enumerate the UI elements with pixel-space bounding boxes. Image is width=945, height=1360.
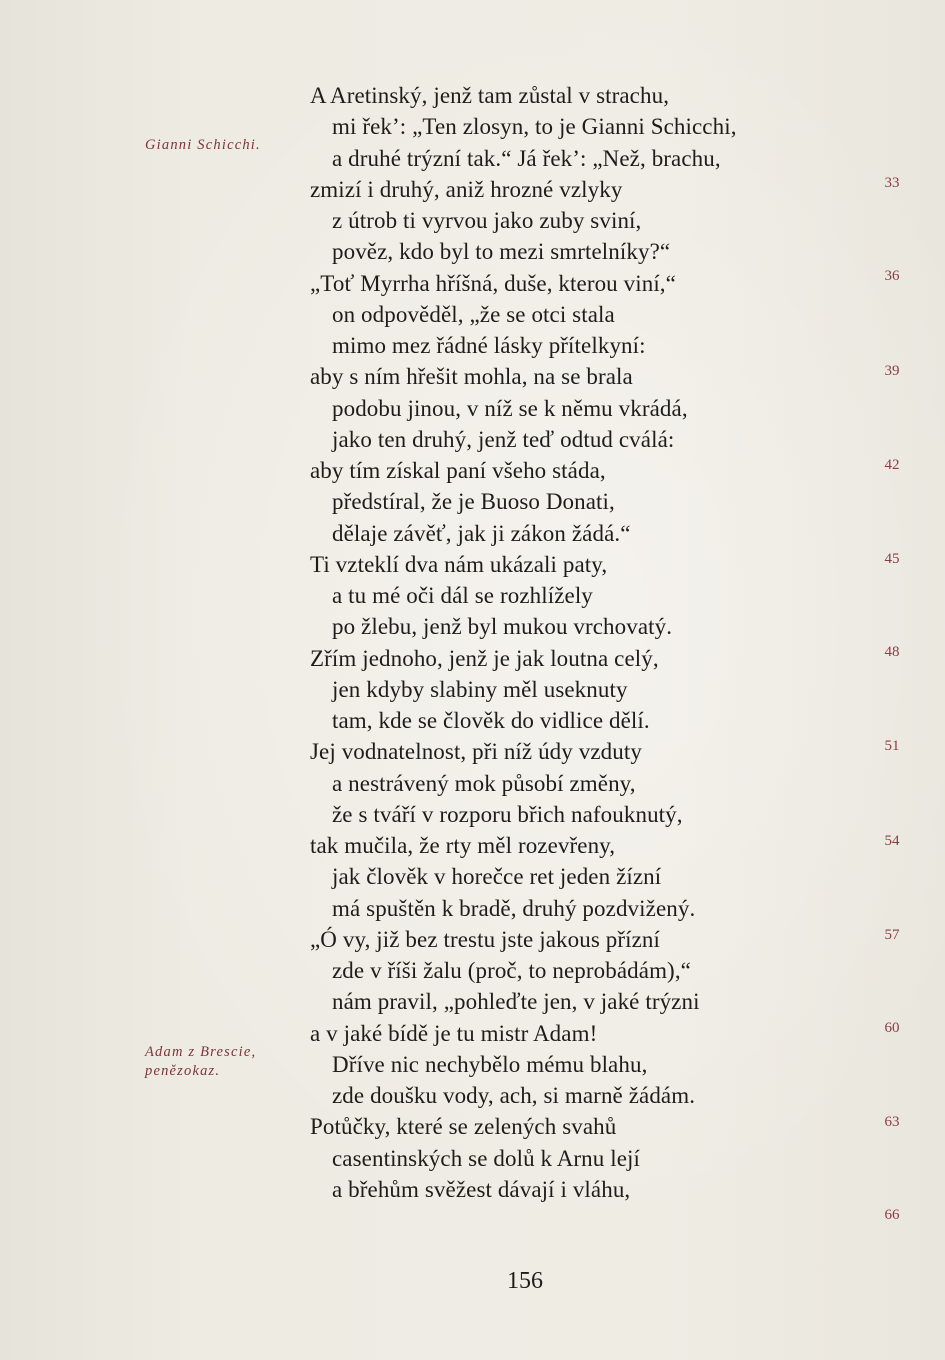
verse-line: Ti vzteklí dva nám ukázali paty, bbox=[310, 552, 608, 577]
line-number: 57 bbox=[884, 927, 900, 943]
verse-line: on odpověděl, „že se otci stala bbox=[332, 302, 615, 327]
verse-line: aby tím získal paní všeho stáda, bbox=[310, 458, 606, 483]
verse-line: mi řek’: „Ten zlosyn, to je Gianni Schicchi, bbox=[332, 114, 737, 139]
margin-note-adam-z-brescie: Adam z Brescie, bbox=[145, 1044, 257, 1060]
line-number: 42 bbox=[884, 457, 900, 473]
verse-line: zde v říši žalu (proč, to neprobádám),“ bbox=[332, 958, 691, 983]
verse-line: pověz, kdo byl to mezi smrtelníky?“ bbox=[332, 239, 671, 264]
verse-line: casentinských se dolů k Arnu lejí bbox=[332, 1146, 640, 1171]
line-number: 63 bbox=[884, 1114, 900, 1130]
verse-line: tam, kde se člověk do vidlice dělí. bbox=[332, 708, 650, 733]
verse-line: a druhé trýzní tak.“ Já řek’: „Než, brachu, bbox=[332, 146, 721, 171]
margin-note-penezokaz: penězokaz. bbox=[145, 1063, 221, 1079]
line-number: 39 bbox=[884, 363, 900, 379]
verse-line: mimo mez řádné lásky přítelkyní: bbox=[332, 333, 646, 358]
line-number: 48 bbox=[884, 644, 900, 660]
page-number: 156 bbox=[507, 1268, 543, 1294]
line-number: 33 bbox=[884, 175, 900, 191]
margin-note-gianni-schicchi: Gianni Schicchi. bbox=[145, 137, 261, 153]
verse-line: Dříve nic nechybělo mému blahu, bbox=[332, 1052, 648, 1077]
verse-line: a břehům svěžest dávají i vláhu, bbox=[332, 1177, 631, 1202]
verse-line: „Ó vy, již bez trestu jste jakous přízní bbox=[310, 927, 660, 952]
verse-line: „Toť Myrrha hříšná, duše, kterou viní,“ bbox=[310, 271, 676, 296]
verse-line: že s tváří v rozporu břich nafouknutý, bbox=[332, 802, 683, 827]
verse-line: Zřím jednoho, jenž je jak loutna celý, bbox=[310, 646, 659, 671]
verse-line: jak člověk v horečce ret jeden žízní bbox=[332, 864, 662, 889]
verse-line: nám pravil, „pohleďte jen, v jaké trýzni bbox=[332, 989, 700, 1014]
verse-line: má spuštěn k bradě, druhý pozdvižený. bbox=[332, 896, 696, 921]
verse-line: podobu jinou, v níž se k němu vkrádá, bbox=[332, 396, 688, 421]
line-number: 45 bbox=[884, 551, 900, 567]
verse-line: zde doušku vody, ach, si marně žádám. bbox=[332, 1083, 696, 1108]
verse-line: a nestrávený mok působí změny, bbox=[332, 771, 636, 796]
verse-line: a tu mé oči dál se rozhlížely bbox=[332, 583, 593, 608]
line-number: 54 bbox=[884, 833, 900, 849]
verse-line: Jej vodnatelnost, při níž údy vzduty bbox=[310, 739, 642, 764]
line-number: 66 bbox=[884, 1207, 900, 1223]
verse-line: aby s ním hřešit mohla, na se brala bbox=[310, 364, 633, 389]
verse-line: zmizí i druhý, aniž hrozné vzlyky bbox=[310, 177, 623, 202]
line-number: 60 bbox=[884, 1020, 900, 1036]
line-number: 51 bbox=[884, 738, 900, 754]
verse-line: z útrob ti vyrvou jako zuby sviní, bbox=[332, 208, 642, 233]
verse-line: Potůčky, které se zelených svahů bbox=[310, 1114, 617, 1139]
verse-line: jen kdyby slabiny měl useknuty bbox=[332, 677, 628, 702]
verse-line: dělaje závěť, jak ji zákon žádá.“ bbox=[332, 521, 631, 546]
verse-line: předstíral, že je Buoso Donati, bbox=[332, 489, 615, 514]
verse-line: a v jaké bídě je tu mistr Adam! bbox=[310, 1021, 598, 1046]
verse-line: po žlebu, jenž byl mukou vrchovatý. bbox=[332, 614, 673, 639]
line-number: 36 bbox=[884, 268, 900, 284]
verse-line: A Aretinský, jenž tam zůstal v strachu, bbox=[310, 83, 670, 108]
verse-line: jako ten druhý, jenž teď odtud cválá: bbox=[332, 427, 675, 452]
verse-line: tak mučila, že rty měl rozevřeny, bbox=[310, 833, 616, 858]
